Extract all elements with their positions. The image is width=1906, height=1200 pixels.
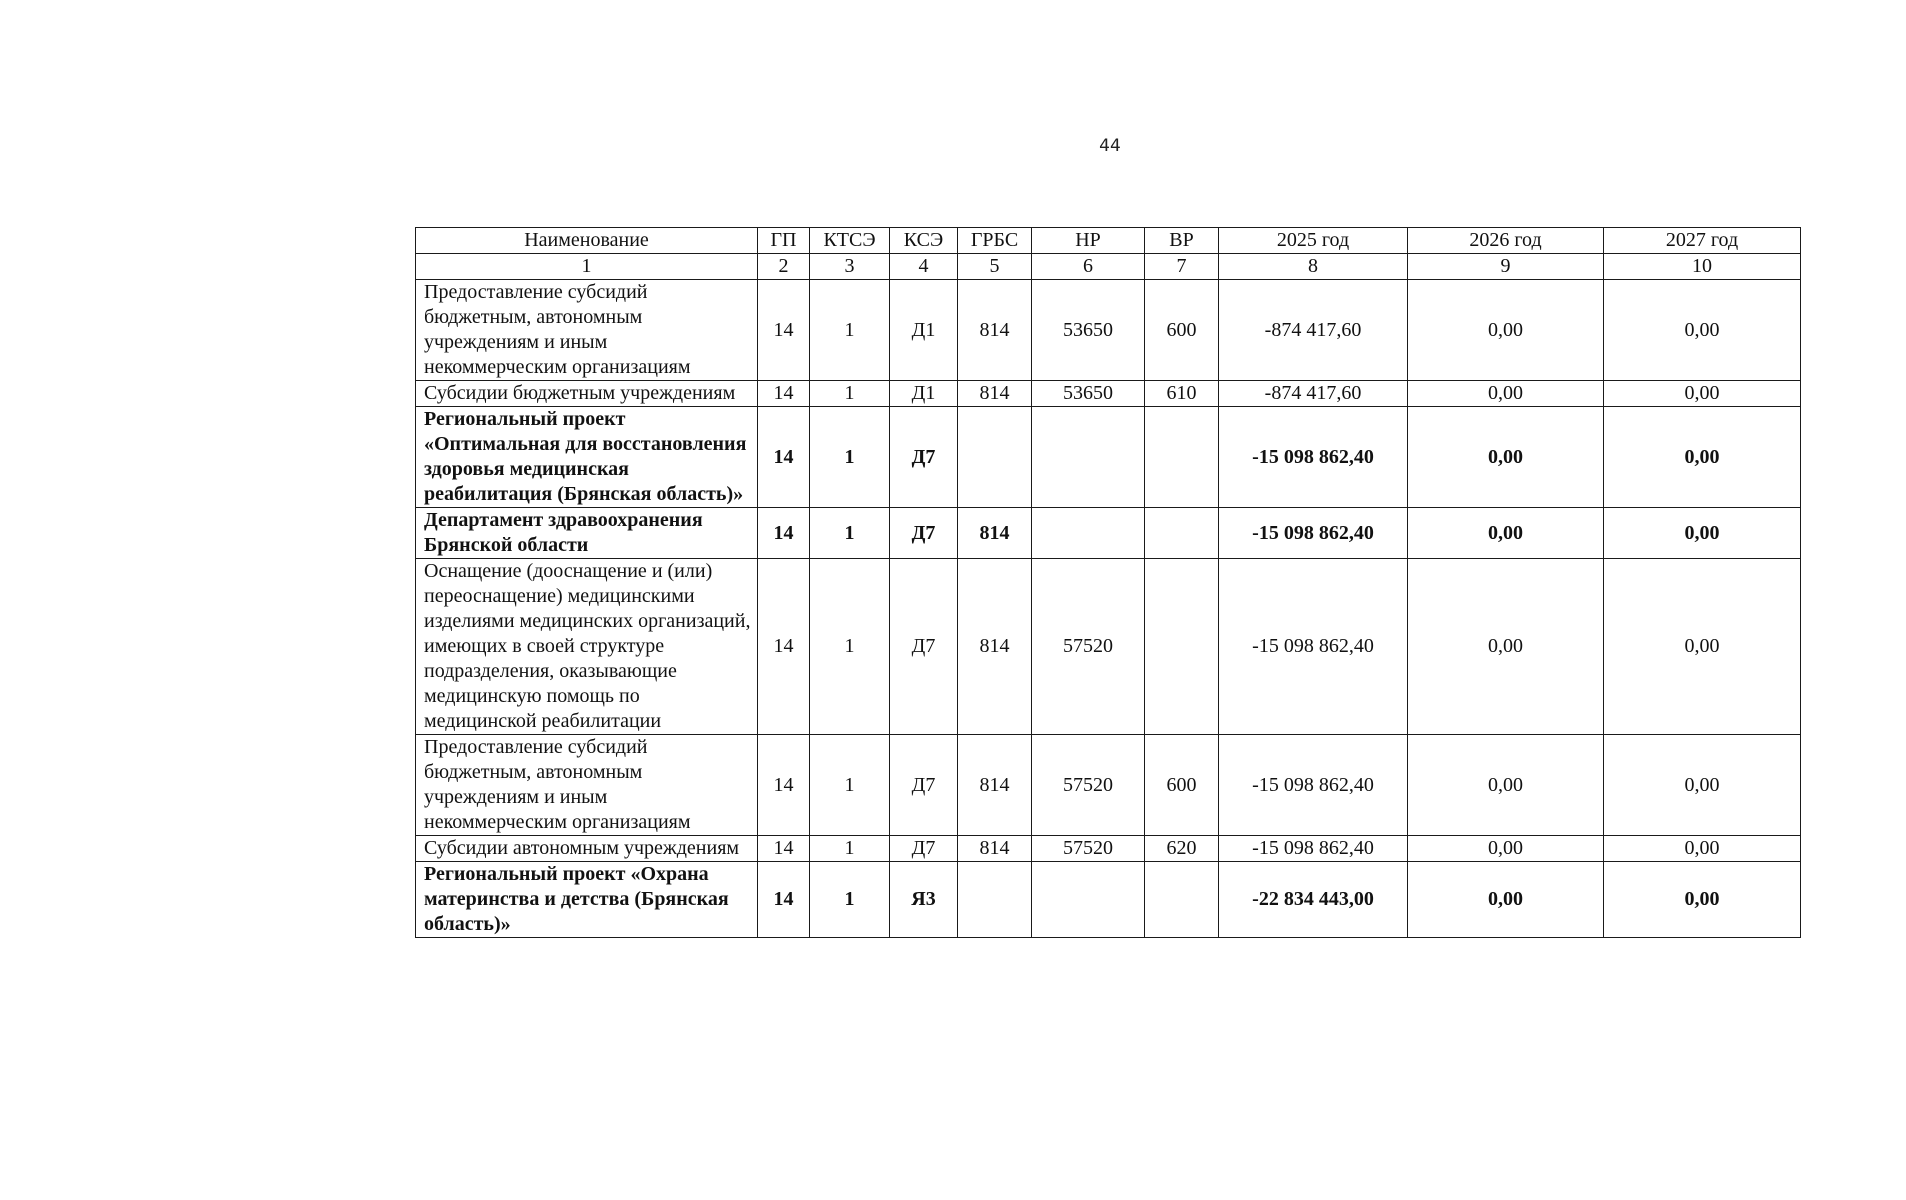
kse-cell: Д7 — [890, 508, 958, 559]
vr-cell: 620 — [1145, 836, 1219, 862]
amount-2026-cell: 0,00 — [1408, 381, 1604, 407]
grbs-cell: 814 — [958, 280, 1032, 381]
header-row — [416, 228, 1801, 254]
table-body — [416, 228, 1801, 938]
amount-2027-cell: 0,00 — [1604, 407, 1801, 508]
column-number-cell: 7 — [1145, 254, 1219, 280]
amount-2026-cell: 0,00 — [1408, 280, 1604, 381]
column-number-cell: 8 — [1219, 254, 1408, 280]
grbs-cell — [958, 862, 1032, 938]
amount-2026-cell: 0,00 — [1408, 836, 1604, 862]
column-number-cell: 4 — [890, 254, 958, 280]
kse-cell: Д7 — [890, 559, 958, 735]
grbs-cell: 814 — [958, 559, 1032, 735]
table-row — [416, 407, 1801, 508]
column-number-cell: 10 — [1604, 254, 1801, 280]
vr-cell: 600 — [1145, 735, 1219, 836]
amount-2025-cell: -15 098 862,40 — [1219, 836, 1408, 862]
column-number-cell: 3 — [810, 254, 890, 280]
page-number: 44 — [1099, 136, 1121, 156]
header-cell: ГП — [758, 228, 810, 254]
gp-cell: 14 — [758, 862, 810, 938]
nr-cell: 57520 — [1032, 836, 1145, 862]
gp-cell: 14 — [758, 559, 810, 735]
budget-table — [415, 227, 1801, 938]
table-row — [416, 559, 1801, 735]
gp-cell: 14 — [758, 407, 810, 508]
name-cell: Субсидии бюджетным учреждениям — [416, 381, 758, 407]
amount-2027-cell: 0,00 — [1604, 508, 1801, 559]
gp-cell: 14 — [758, 280, 810, 381]
gp-cell: 14 — [758, 836, 810, 862]
name-cell: Субсидии автономным учреждениям — [416, 836, 758, 862]
header-cell: НР — [1032, 228, 1145, 254]
table-row — [416, 862, 1801, 938]
amount-2025-cell: -874 417,60 — [1219, 280, 1408, 381]
amount-2026-cell: 0,00 — [1408, 407, 1604, 508]
nr-cell: 57520 — [1032, 559, 1145, 735]
column-number-cell: 1 — [416, 254, 758, 280]
amount-2026-cell: 0,00 — [1408, 862, 1604, 938]
nr-cell — [1032, 508, 1145, 559]
vr-cell: 610 — [1145, 381, 1219, 407]
header-cell: КСЭ — [890, 228, 958, 254]
column-number-cell: 9 — [1408, 254, 1604, 280]
kse-cell: Д7 — [890, 407, 958, 508]
ktse-cell: 1 — [810, 381, 890, 407]
kse-cell: Д1 — [890, 381, 958, 407]
amount-2027-cell: 0,00 — [1604, 735, 1801, 836]
amount-2027-cell: 0,00 — [1604, 559, 1801, 735]
vr-cell — [1145, 559, 1219, 735]
amount-2027-cell: 0,00 — [1604, 862, 1801, 938]
gp-cell: 14 — [758, 735, 810, 836]
table-row — [416, 836, 1801, 862]
vr-cell: 600 — [1145, 280, 1219, 381]
kse-cell: Д7 — [890, 735, 958, 836]
column-number-row — [416, 254, 1801, 280]
header-cell: КТСЭ — [810, 228, 890, 254]
ktse-cell: 1 — [810, 280, 890, 381]
gp-cell: 14 — [758, 508, 810, 559]
nr-cell: 53650 — [1032, 381, 1145, 407]
header-cell: Наименование — [416, 228, 758, 254]
name-cell: Региональный проект «Охрана материнства и детства (Брянская область)» — [416, 862, 758, 938]
amount-2025-cell: -15 098 862,40 — [1219, 508, 1408, 559]
amount-2026-cell: 0,00 — [1408, 735, 1604, 836]
column-number-cell: 2 — [758, 254, 810, 280]
name-cell: Департамент здравоохранения Брянской области — [416, 508, 758, 559]
table-row — [416, 508, 1801, 559]
ktse-cell: 1 — [810, 407, 890, 508]
grbs-cell: 814 — [958, 735, 1032, 836]
gp-cell: 14 — [758, 381, 810, 407]
column-number-cell: 6 — [1032, 254, 1145, 280]
ktse-cell: 1 — [810, 836, 890, 862]
amount-2025-cell: -15 098 862,40 — [1219, 407, 1408, 508]
ktse-cell: 1 — [810, 735, 890, 836]
ktse-cell: 1 — [810, 862, 890, 938]
kse-cell: Д1 — [890, 280, 958, 381]
table-row — [416, 381, 1801, 407]
amount-2025-cell: -15 098 862,40 — [1219, 735, 1408, 836]
nr-cell — [1032, 862, 1145, 938]
kse-cell: Я3 — [890, 862, 958, 938]
name-cell: Предоставление субсидий бюджетным, автономным учреждениям и иным некоммерческим организациям — [416, 280, 758, 381]
amount-2027-cell: 0,00 — [1604, 280, 1801, 381]
column-number-cell: 5 — [958, 254, 1032, 280]
header-cell: ВР — [1145, 228, 1219, 254]
name-cell: Оснащение (дооснащение и (или) переоснащение) медицинскими изделиями медицинских организаций, имеющих в своей структуре подразделения, оказывающие медицинскую помощь по медицинской реабилитации — [416, 559, 758, 735]
amount-2026-cell: 0,00 — [1408, 508, 1604, 559]
amount-2025-cell: -874 417,60 — [1219, 381, 1408, 407]
amount-2027-cell: 0,00 — [1604, 836, 1801, 862]
header-cell: 2027 год — [1604, 228, 1801, 254]
grbs-cell — [958, 407, 1032, 508]
header-cell: ГРБС — [958, 228, 1032, 254]
grbs-cell: 814 — [958, 508, 1032, 559]
nr-cell — [1032, 407, 1145, 508]
amount-2026-cell: 0,00 — [1408, 559, 1604, 735]
vr-cell — [1145, 508, 1219, 559]
header-cell: 2026 год — [1408, 228, 1604, 254]
ktse-cell: 1 — [810, 559, 890, 735]
amount-2025-cell: -22 834 443,00 — [1219, 862, 1408, 938]
vr-cell — [1145, 862, 1219, 938]
amount-2027-cell: 0,00 — [1604, 381, 1801, 407]
table-row — [416, 735, 1801, 836]
name-cell: Региональный проект «Оптимальная для восстановления здоровья медицинская реабилитация (Брянская область)» — [416, 407, 758, 508]
vr-cell — [1145, 407, 1219, 508]
header-cell: 2025 год — [1219, 228, 1408, 254]
table-row — [416, 280, 1801, 381]
kse-cell: Д7 — [890, 836, 958, 862]
amount-2025-cell: -15 098 862,40 — [1219, 559, 1408, 735]
nr-cell: 57520 — [1032, 735, 1145, 836]
nr-cell: 53650 — [1032, 280, 1145, 381]
grbs-cell: 814 — [958, 836, 1032, 862]
ktse-cell: 1 — [810, 508, 890, 559]
grbs-cell: 814 — [958, 381, 1032, 407]
name-cell: Предоставление субсидий бюджетным, автономным учреждениям и иным некоммерческим организациям — [416, 735, 758, 836]
